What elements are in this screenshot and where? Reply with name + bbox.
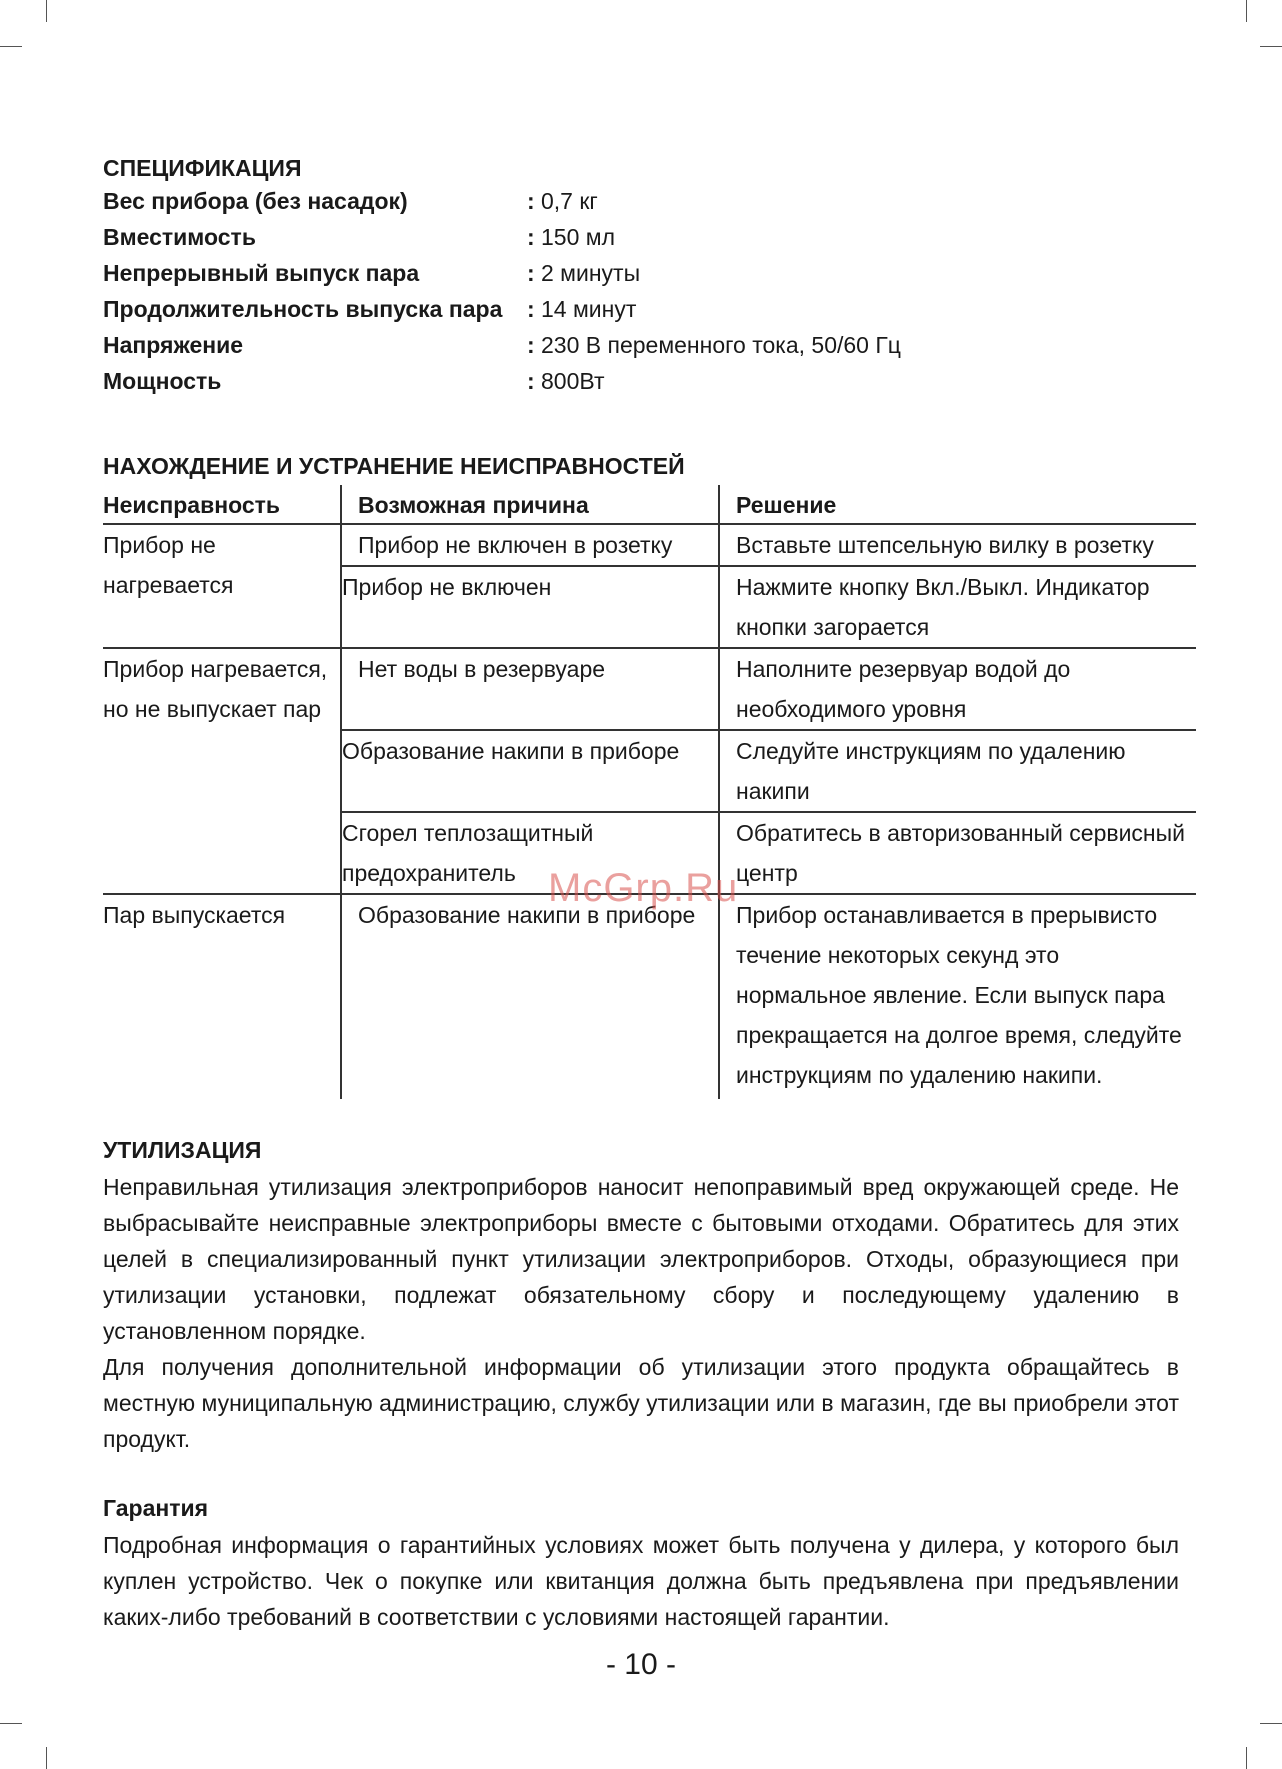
problem-cell: Прибор не нагревается (103, 524, 341, 648)
spec-row: Мощность : 800Вт (103, 367, 605, 394)
crop-mark (1246, 0, 1247, 22)
solution-cell: Наполните резервуар водой до необходимого уровня (719, 648, 1196, 730)
spec-label: Напряжение (103, 331, 244, 358)
spec-value: 0,7 кг (541, 187, 598, 214)
crop-mark (0, 1723, 22, 1724)
spec-row: Напряжение : 230 В переменного тока, 50/60 Гц (103, 331, 901, 358)
cause-cell: Образование накипи в приборе (341, 730, 719, 812)
problem-cell: Прибор нагревается, но не выпускает пар (103, 648, 341, 894)
spec-value: 800Вт (541, 367, 605, 394)
spec-value: 150 мл (541, 223, 615, 250)
crop-mark (1246, 1747, 1247, 1769)
spec-row: Вместимость : 150 мл (103, 223, 615, 250)
solution-cell: Вставьте штепсельную вилку в розетку (719, 524, 1196, 566)
warranty-title: Гарантия (103, 1495, 209, 1521)
spec-title: СПЕЦИФИКАЦИЯ (103, 155, 302, 181)
utilization-paragraph: Неправильная утилизация электроприборов наносит непоправимый вред окружающей среде. Не выбрасывайте неисправные электроприборы вместе с бытовыми отходами. Обратитесь для этих целей в специализированный пункт утилизации электроприборов. Отходы, образующиеся при утилизации установки, подлежат обязательному сбору и последующему удалению в установленном порядке. (103, 1174, 1179, 1344)
table-row (103, 524, 1196, 566)
spec-label: Непрерывный выпуск пара (103, 259, 420, 286)
solution-cell: Обратитесь в авторизованный сервисный центр (719, 812, 1196, 894)
cause-cell: Образование накипи в приборе (341, 894, 719, 1099)
solution-cell: Нажмите кнопку Вкл./Выкл. Индикатор кнопки загорается (719, 566, 1196, 648)
spec-list (103, 183, 1179, 399)
crop-mark (1260, 46, 1282, 47)
table-row (103, 894, 1196, 1099)
problem-cell: Пар выпускается (103, 894, 341, 1099)
warranty-paragraph: Подробная информация о гарантийных условиях может быть получена у дилера, у которого был куплен устройство. Чек о покупке или квитанция должна быть предъявлена при предъявлении каких-либо требований в соответствии с условиями настоящей гарантии. (103, 1532, 1179, 1630)
troubleshooting-title: НАХОЖДЕНИЕ И УСТРАНЕНИЕ НЕИСПРАВНОСТЕЙ (103, 453, 685, 479)
cause-cell: Сгорел теплозащитный предохранитель (341, 812, 719, 894)
troubleshooting-table (103, 485, 1196, 1099)
page-number: - 10 - (605, 1648, 677, 1681)
crop-mark (1260, 1723, 1282, 1724)
spec-label: Мощность (103, 367, 222, 394)
spec-label: Вместимость (103, 223, 256, 250)
spec-value: 230 В переменного тока, 50/60 Гц (541, 331, 901, 358)
spec-row: Вес прибора (без насадок) : 0,7 кг (103, 187, 598, 214)
crop-mark (46, 0, 47, 22)
spec-label: Вес прибора (без насадок) (103, 187, 408, 214)
solution-cell: Следуйте инструкциям по удалению накипи (719, 730, 1196, 812)
utilization-title: УТИЛИЗАЦИЯ (103, 1137, 262, 1163)
column-header-solution: Решение (719, 485, 1196, 524)
solution-cell: Прибор останавливается в прерывисто течение некоторых секунд это нормальное явление. Если выпуск пара прекращается на долгое время, следуйте инструкциям по удалению накипи. (736, 902, 1182, 1088)
table-header-row (103, 485, 1196, 524)
column-header-problem: Неисправность (103, 485, 341, 524)
spec-label: Продолжительность выпуска пара (103, 295, 503, 322)
utilization-paragraph: Для получения дополнительной информации об утилизации этого продукта обращайтесь в местную муниципальную администрацию, службу утилизации или в магазин, где вы приобрели этот продукт. (103, 1354, 1179, 1452)
watermark: McGrp.Ru (548, 866, 739, 910)
cause-cell: Нет воды в резервуаре (341, 648, 719, 730)
spec-row: Продолжительность выпуска пара : 14 минут (103, 295, 637, 322)
cause-cell: Прибор не включен в розетку (341, 524, 719, 566)
spec-row: Непрерывный выпуск пара : 2 минуты (103, 259, 641, 286)
column-header-cause: Возможная причина (341, 485, 719, 524)
crop-mark (46, 1747, 47, 1769)
table-row (103, 648, 1196, 730)
cause-cell: Прибор не включен (341, 566, 719, 648)
spec-value: 14 минут (541, 295, 637, 322)
spec-value: 2 минуты (541, 259, 641, 286)
crop-mark (0, 46, 22, 47)
